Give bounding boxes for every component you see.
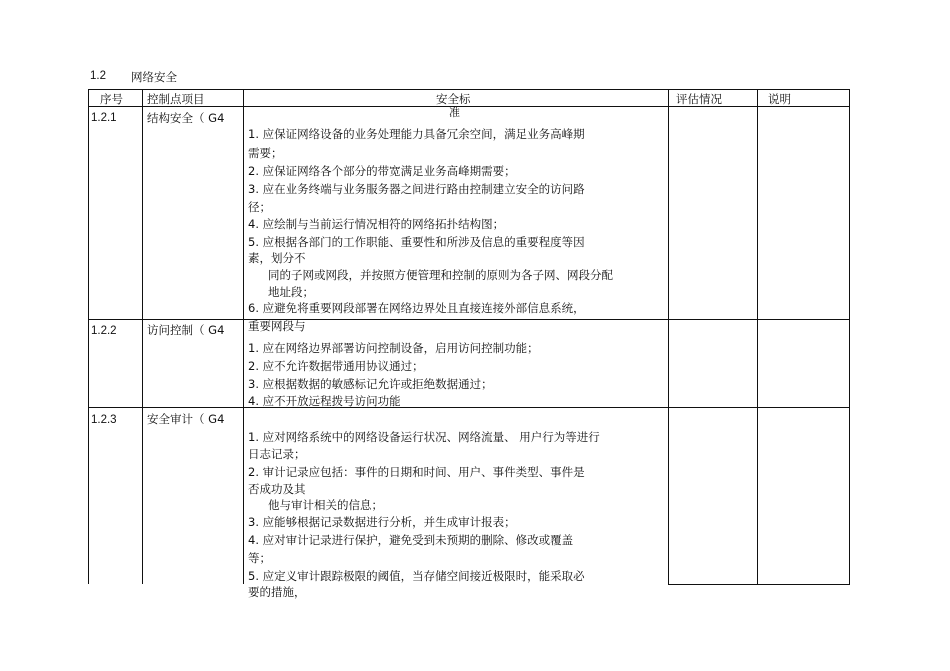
row-divider (88, 319, 850, 320)
row-control: 安全审计（ G4 (147, 412, 225, 426)
standard-line: 3. 应根据数据的敏感标记允许或拒绝数据通过； (248, 377, 493, 391)
standard-line: 4. 应不开放远程拨号访问功能 (248, 394, 401, 408)
header-remark: 说明 (768, 92, 791, 106)
standard-line: 否成功及其 (248, 482, 306, 496)
row-seq: 1.2.3 (91, 414, 117, 426)
table-border-bottom (668, 584, 850, 585)
header-seq: 序号 (100, 92, 123, 106)
standard-line: 重要网段与 (248, 319, 306, 333)
row-divider (88, 407, 850, 408)
standard-line: 1. 应对网络系统中的网络设备运行状况、网络流量、 用户行为等进行 (248, 430, 600, 444)
row-control: 访问控制（ G4 (147, 323, 225, 337)
standard-line: 5. 应根据各部门的工作职能、重要性和所涉及信息的重要程度等因 (248, 235, 585, 249)
standard-line: 等； (248, 551, 271, 565)
standard-line: 1. 应保证网络设备的业务处理能力具备冗余空间，满足业务高峰期 (248, 127, 585, 141)
standard-line: 需要； (248, 146, 283, 160)
standard-line: 6. 应避免将重要网段部署在网络边界处且直接连接外部信息系统， (248, 301, 585, 315)
section-number: 1.2 (90, 70, 106, 82)
column-divider (668, 89, 669, 584)
row-control: 结构安全（ G4 (147, 111, 225, 125)
row-seq: 1.2.2 (91, 325, 117, 337)
section-title: 网络安全 (131, 70, 177, 84)
standard-line: 4. 应对审计记录进行保护，避免受到未预期的删除、修改或覆盖 (248, 533, 574, 547)
header-standard: 安全标 (436, 92, 471, 106)
standard-line: 他与审计相关的信息； (268, 498, 383, 512)
standard-line: 5. 应定义审计跟踪极限的阈值，当存储空间接近极限时，能采取必 (248, 569, 585, 583)
column-divider (142, 89, 143, 584)
standard-line: 日志记录； (248, 447, 306, 461)
standard-line: 地址段； (268, 285, 314, 299)
table-border-left (88, 89, 89, 584)
row-seq: 1.2.1 (91, 112, 117, 124)
column-divider (243, 89, 244, 584)
standard-line: 同的子网或网段，并按照方便管理和控制的原则为各子网、网段分配 (268, 268, 613, 282)
header-evaluation: 评估情况 (676, 92, 722, 106)
standard-line: 2. 审计记录应包括：事件的日期和时间、用户、事件类型、事件是 (248, 465, 585, 479)
table-border-top (88, 89, 850, 90)
standard-line: 2. 应不允许数据带通用协议通过； (248, 359, 424, 373)
standard-line: 4. 应绘制与当前运行情况相符的网络拓扑结构图； (248, 217, 505, 231)
standard-line: 1. 应在网络边界部署访问控制设备，启用访问控制功能； (248, 341, 539, 355)
standard-line: 3. 应能够根据记录数据进行分析，并生成审计报表； (248, 515, 516, 529)
column-divider (757, 89, 758, 584)
table-border-right (849, 89, 850, 584)
standard-line: 3. 应在业务终端与业务服务器之间进行路由控制建立安全的访问路 (248, 182, 585, 196)
standard-line: 要的措施， (248, 585, 306, 599)
header-control: 控制点项目 (147, 92, 205, 106)
standard-line: 素，划分不 (248, 251, 306, 265)
header-standard-tail: 准 (449, 106, 460, 119)
standard-line: 2. 应保证网络各个部分的带宽满足业务高峰期需要； (248, 164, 516, 178)
standard-line: 径； (248, 200, 271, 214)
